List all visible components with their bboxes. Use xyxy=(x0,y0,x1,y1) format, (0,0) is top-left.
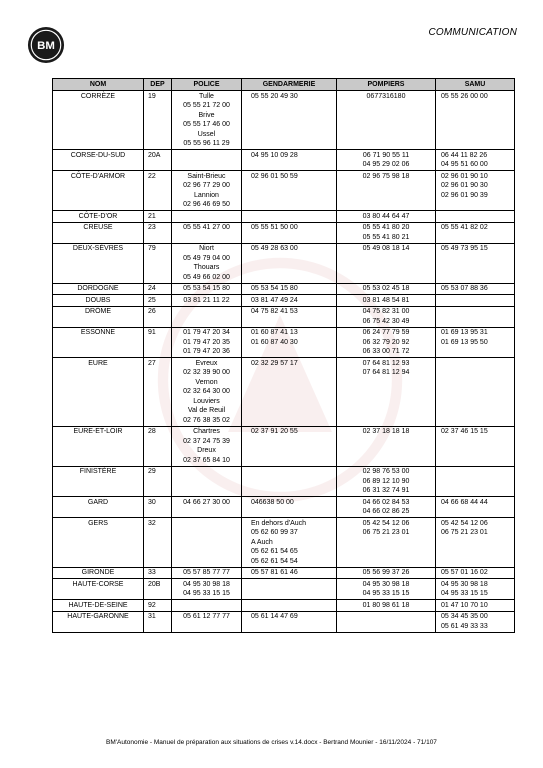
table-row xyxy=(53,579,515,600)
cell-line: 04 95 33 15 15 xyxy=(441,590,488,597)
cell-line: 05 55 17 46 00 xyxy=(183,121,230,128)
cell-dep: 31 xyxy=(144,611,172,632)
cell-line: 01 79 47 20 36 xyxy=(183,348,230,355)
cell-samu xyxy=(436,306,515,327)
cell-line: Tulle xyxy=(199,92,214,100)
cell-pompiers xyxy=(337,600,436,612)
cell-line: Niort xyxy=(199,245,214,252)
cell-line: 04 95 29 02 06 xyxy=(362,161,410,168)
cell-line: 03 81 48 54 81 xyxy=(362,296,410,304)
logo-text: BM xyxy=(37,39,55,52)
table-row xyxy=(53,426,515,466)
cell-dep: 21 xyxy=(144,211,172,223)
cell-line: 04 66 02 86 25 xyxy=(362,508,410,515)
column-header-dep: DEP xyxy=(144,79,172,91)
table-row xyxy=(53,150,515,171)
cell-line: A Auch xyxy=(251,538,273,546)
cell-line: 02 37 65 84 10 xyxy=(183,456,230,464)
cell-line: 05 34 45 35 00 xyxy=(441,613,488,620)
cell-dep: 33 xyxy=(144,567,172,579)
cell-line: 02 37 24 75 39 xyxy=(183,437,230,445)
cell-police xyxy=(172,518,242,568)
cell-nom: CREUSE xyxy=(53,222,144,243)
cell-line: 06 89 12 10 90 xyxy=(362,477,410,485)
cell-nom: HAUTE-CORSE xyxy=(53,579,144,600)
cell-police xyxy=(172,567,242,579)
cell-line: 06 75 21 23 01 xyxy=(441,529,488,536)
cell-samu xyxy=(436,243,515,283)
table-row xyxy=(53,497,515,518)
cell-line: 05 42 54 12 06 xyxy=(441,519,488,527)
cell-line: 01 69 13 95 50 xyxy=(441,338,488,346)
cell-line: 05 57 81 61 46 xyxy=(251,569,298,576)
cell-line: 07 64 81 12 94 xyxy=(362,369,410,376)
cell-police xyxy=(172,295,242,307)
cell-line: 04 95 51 60 00 xyxy=(441,161,488,168)
cell-line: 05 62 60 99 37 xyxy=(251,529,298,536)
cell-line: 06 44 11 82 26 xyxy=(441,151,488,159)
table-row xyxy=(53,171,515,211)
cell-line: 06 75 42 30 49 xyxy=(362,317,410,325)
cell-nom: GIRONDE xyxy=(53,567,144,579)
cell-line: 02 96 01 50 59 xyxy=(251,172,298,180)
cell-dep: 79 xyxy=(144,243,172,283)
cell-gendarmerie xyxy=(242,426,337,466)
table-row xyxy=(53,611,515,632)
table-row xyxy=(53,466,515,497)
cell-line: 05 61 12 77 77 xyxy=(183,613,230,620)
cell-pompiers xyxy=(337,211,436,223)
cell-dep: 20B xyxy=(144,579,172,600)
cell-line: 03 81 47 49 24 xyxy=(251,296,298,304)
cell-police xyxy=(172,171,242,211)
cell-gendarmerie xyxy=(242,211,337,223)
cell-pompiers xyxy=(337,91,436,150)
cell-line: 02 96 46 69 50 xyxy=(183,201,230,208)
table-row xyxy=(53,600,515,612)
cell-line: 06 33 00 71 72 xyxy=(362,348,410,355)
cell-line: 01 79 47 20 35 xyxy=(183,338,230,346)
cell-dep: 92 xyxy=(144,600,172,612)
cell-line: 01 79 47 20 34 xyxy=(183,329,230,336)
cell-samu xyxy=(436,600,515,612)
cell-police xyxy=(172,358,242,427)
cell-line: Saint-Brieuc xyxy=(187,172,226,180)
cell-line: 05 61 49 33 33 xyxy=(441,622,488,630)
cell-samu xyxy=(436,358,515,427)
cell-pompiers xyxy=(337,150,436,171)
cell-line: Dreux xyxy=(197,447,216,454)
cell-line: 04 75 82 41 53 xyxy=(251,308,298,315)
cell-line: 05 55 96 11 29 xyxy=(183,140,230,147)
cell-line: 02 96 01 90 10 xyxy=(441,172,488,180)
cell-line: 05 56 99 37 26 xyxy=(362,569,410,576)
cell-pompiers xyxy=(337,283,436,295)
cell-police xyxy=(172,283,242,295)
cell-line: 05 55 26 00 00 xyxy=(441,92,488,100)
cell-line: 01 80 98 61 18 xyxy=(362,601,410,609)
cell-line: 02 32 39 90 00 xyxy=(183,369,230,376)
cell-line: 01 69 13 95 31 xyxy=(441,329,488,336)
table-header-row xyxy=(53,79,515,91)
cell-samu xyxy=(436,497,515,518)
cell-line: 06 24 77 79 59 xyxy=(362,329,410,336)
cell-nom: DORDOGNE xyxy=(53,283,144,295)
cell-line: 02 76 38 35 02 xyxy=(183,416,230,424)
cell-samu xyxy=(436,579,515,600)
cell-samu xyxy=(436,295,515,307)
cell-pompiers xyxy=(337,306,436,327)
cell-dep: 32 xyxy=(144,518,172,568)
cell-nom: CÔTE-D'ARMOR xyxy=(53,171,144,211)
cell-police xyxy=(172,426,242,466)
cell-line: 01 60 87 40 30 xyxy=(251,338,298,346)
cell-line: Thouars xyxy=(193,264,220,271)
table-row xyxy=(53,243,515,283)
cell-line: 04 66 68 44 44 xyxy=(441,498,488,506)
cell-line: 05 42 54 12 06 xyxy=(362,519,410,527)
cell-line: 05 62 61 54 54 xyxy=(251,557,298,565)
cell-police xyxy=(172,306,242,327)
cell-line: 02 32 64 30 00 xyxy=(183,388,230,395)
table-row xyxy=(53,295,515,307)
cell-nom: EURE-ET-LOIR xyxy=(53,426,144,466)
column-header-samu: SAMU xyxy=(436,79,515,91)
cell-line: 06 31 32 74 91 xyxy=(362,487,410,494)
cell-line: 046638 50 00 xyxy=(251,498,294,506)
cell-police xyxy=(172,600,242,612)
cell-gendarmerie xyxy=(242,306,337,327)
table-row xyxy=(53,91,515,150)
cell-line: 05 55 51 50 00 xyxy=(251,224,298,231)
cell-line: 02 96 77 29 00 xyxy=(183,182,230,189)
cell-line: 04 95 30 98 18 xyxy=(441,580,488,588)
cell-line: 02 98 76 53 00 xyxy=(362,468,410,475)
cell-gendarmerie xyxy=(242,567,337,579)
cell-pompiers xyxy=(337,243,436,283)
cell-line: 04 66 27 30 00 xyxy=(183,498,230,506)
cell-dep: 26 xyxy=(144,306,172,327)
table-row xyxy=(53,211,515,223)
cell-line: Val de Reuil xyxy=(187,407,226,414)
cell-line: 05 53 02 45 18 xyxy=(362,285,410,292)
cell-line: 05 49 66 02 00 xyxy=(183,273,230,281)
cell-police xyxy=(172,611,242,632)
cell-gendarmerie xyxy=(242,358,337,427)
cell-nom: EURE xyxy=(53,358,144,427)
page-footer: BM'Autonomie - Manuel de préparation aux situations de crises v.14.docx - Bertrand Mounier - 16/11/2024 - 71/107 xyxy=(106,739,437,746)
cell-gendarmerie xyxy=(242,466,337,497)
cell-line: 02 37 46 15 15 xyxy=(441,428,488,435)
cell-gendarmerie xyxy=(242,611,337,632)
cell-dep: 30 xyxy=(144,497,172,518)
cell-police xyxy=(172,327,242,358)
cell-line: 04 95 30 98 18 xyxy=(362,580,410,588)
cell-gendarmerie xyxy=(242,91,337,150)
cell-dep: 27 xyxy=(144,358,172,427)
cell-dep: 28 xyxy=(144,426,172,466)
cell-line: 06 71 90 55 11 xyxy=(362,151,410,159)
table-row xyxy=(53,306,515,327)
cell-dep: 20A xyxy=(144,150,172,171)
cell-gendarmerie xyxy=(242,171,337,211)
cell-line: 05 61 14 47 69 xyxy=(251,613,298,620)
column-header-police: POLICE xyxy=(172,79,242,91)
cell-samu xyxy=(436,466,515,497)
cell-gendarmerie xyxy=(242,579,337,600)
cell-samu xyxy=(436,171,515,211)
cell-gendarmerie xyxy=(242,600,337,612)
cell-nom: HAUTE-GARONNE xyxy=(53,611,144,632)
cell-pompiers xyxy=(337,567,436,579)
cell-samu xyxy=(436,611,515,632)
cell-police xyxy=(172,466,242,497)
cell-pompiers xyxy=(337,579,436,600)
cell-pompiers xyxy=(337,358,436,427)
cell-line: 07 64 81 12 93 xyxy=(362,359,410,367)
cell-pompiers xyxy=(337,611,436,632)
cell-pompiers xyxy=(337,497,436,518)
cell-line: 05 55 41 27 00 xyxy=(183,224,230,231)
cell-line: Vernon xyxy=(195,378,218,386)
cell-dep: 25 xyxy=(144,295,172,307)
cell-line: 04 75 82 31 00 xyxy=(362,308,410,315)
cell-pompiers xyxy=(337,171,436,211)
cell-line: 05 55 41 80 20 xyxy=(362,224,410,231)
cell-pompiers xyxy=(337,327,436,358)
cell-line: 01 60 87 41 13 xyxy=(251,329,298,336)
cell-line: 02 96 01 90 39 xyxy=(441,191,488,199)
cell-gendarmerie xyxy=(242,150,337,171)
cell-samu xyxy=(436,150,515,171)
cell-line: 03 81 21 11 22 xyxy=(183,296,230,304)
cell-nom: FINISTÈRE xyxy=(53,466,144,497)
cell-dep: 23 xyxy=(144,222,172,243)
table-row xyxy=(53,518,515,568)
cell-line: 05 49 73 95 15 xyxy=(441,245,488,252)
cell-line: 05 55 41 80 21 xyxy=(362,233,410,241)
cell-police xyxy=(172,579,242,600)
cell-dep: 91 xyxy=(144,327,172,358)
cell-dep: 29 xyxy=(144,466,172,497)
table-row xyxy=(53,567,515,579)
cell-line: 02 96 01 90 30 xyxy=(441,182,488,189)
cell-line: Brive xyxy=(198,111,215,119)
cell-samu xyxy=(436,426,515,466)
section-title: COMMUNICATION xyxy=(428,27,517,38)
cell-line: 04 95 10 09 28 xyxy=(251,151,298,159)
cell-line: 04 95 30 98 18 xyxy=(183,580,230,588)
cell-nom: CORRÈZE xyxy=(53,91,144,150)
cell-dep: 22 xyxy=(144,171,172,211)
cell-gendarmerie xyxy=(242,518,337,568)
cell-dep: 19 xyxy=(144,91,172,150)
cell-police xyxy=(172,497,242,518)
cell-line: 03 80 44 64 47 xyxy=(362,212,410,220)
cell-police xyxy=(172,222,242,243)
cell-pompiers xyxy=(337,466,436,497)
cell-line: 06 75 21 23 01 xyxy=(362,529,410,536)
cell-nom: DRÔME xyxy=(53,306,144,327)
cell-line: Ussel xyxy=(197,130,216,138)
cell-line: 05 49 79 04 00 xyxy=(183,254,230,262)
cell-nom: GERS xyxy=(53,518,144,568)
cell-line: 06 32 79 20 92 xyxy=(362,338,410,346)
cell-line: 02 96 75 98 18 xyxy=(362,172,410,180)
cell-line: 01 47 10 70 10 xyxy=(441,601,488,609)
cell-line: 05 53 54 15 80 xyxy=(183,285,230,292)
cell-nom: HAUTE-DE-SEINE xyxy=(53,600,144,612)
cell-line: Chartres xyxy=(193,428,220,435)
emergency-contacts-table xyxy=(52,78,515,633)
cell-nom: DEUX-SÈVRES xyxy=(53,243,144,283)
cell-line: 05 49 28 63 00 xyxy=(251,245,298,252)
cell-line: 04 95 33 15 15 xyxy=(362,590,410,597)
cell-pompiers xyxy=(337,295,436,307)
table-body xyxy=(53,91,515,633)
column-header-nom: NOM xyxy=(53,79,144,91)
cell-samu xyxy=(436,327,515,358)
cell-line: 05 49 08 18 14 xyxy=(362,245,410,252)
cell-nom: ESSONNE xyxy=(53,327,144,358)
cell-line: Louviers xyxy=(193,397,220,405)
cell-gendarmerie xyxy=(242,283,337,295)
cell-samu xyxy=(436,211,515,223)
table-row xyxy=(53,327,515,358)
table-row xyxy=(53,358,515,427)
cell-pompiers xyxy=(337,426,436,466)
cell-samu xyxy=(436,518,515,568)
cell-pompiers xyxy=(337,222,436,243)
cell-police xyxy=(172,150,242,171)
cell-line: 05 57 01 16 02 xyxy=(441,569,488,576)
cell-nom: CÔTE-D'OR xyxy=(53,211,144,223)
cell-dep: 24 xyxy=(144,283,172,295)
cell-line: 02 37 91 20 55 xyxy=(251,428,298,435)
cell-line: 05 55 20 49 30 xyxy=(251,92,298,100)
cell-line: 05 55 41 82 02 xyxy=(441,224,488,231)
cell-police xyxy=(172,91,242,150)
cell-line: 05 62 61 54 65 xyxy=(251,548,298,555)
cell-gendarmerie xyxy=(242,327,337,358)
cell-gendarmerie xyxy=(242,243,337,283)
table-row xyxy=(53,283,515,295)
column-header-gendarmerie: GENDARMERIE xyxy=(242,79,337,91)
cell-gendarmerie xyxy=(242,497,337,518)
cell-pompiers xyxy=(337,518,436,568)
cell-samu xyxy=(436,91,515,150)
cell-gendarmerie xyxy=(242,295,337,307)
cell-line: En dehors d'Auch xyxy=(251,519,307,527)
cell-line: 04 66 02 84 53 xyxy=(362,498,410,506)
cell-nom: DOUBS xyxy=(53,295,144,307)
cell-line: 05 53 07 88 36 xyxy=(441,285,488,292)
cell-line: 02 32 29 57 17 xyxy=(251,359,298,367)
cell-line: 04 95 33 15 15 xyxy=(183,590,230,597)
cell-police xyxy=(172,211,242,223)
cell-line: 05 53 54 15 80 xyxy=(251,285,298,292)
cell-samu xyxy=(436,283,515,295)
cell-nom: GARD xyxy=(53,497,144,518)
column-header-pompiers: POMPIERS xyxy=(337,79,436,91)
cell-line: 05 55 21 72 00 xyxy=(183,102,230,109)
cell-police xyxy=(172,243,242,283)
cell-line: Lannion xyxy=(194,191,219,199)
cell-line: 02 37 18 18 18 xyxy=(362,428,410,435)
table-row xyxy=(53,222,515,243)
cell-line: 0677316180 xyxy=(366,92,406,100)
cell-line: 05 57 85 77 77 xyxy=(183,569,230,576)
cell-samu xyxy=(436,567,515,579)
cell-nom: CORSE-DU-SUD xyxy=(53,150,144,171)
cell-gendarmerie xyxy=(242,222,337,243)
cell-samu xyxy=(436,222,515,243)
cell-line: Evreux xyxy=(195,359,218,367)
bm-logo xyxy=(27,26,65,64)
